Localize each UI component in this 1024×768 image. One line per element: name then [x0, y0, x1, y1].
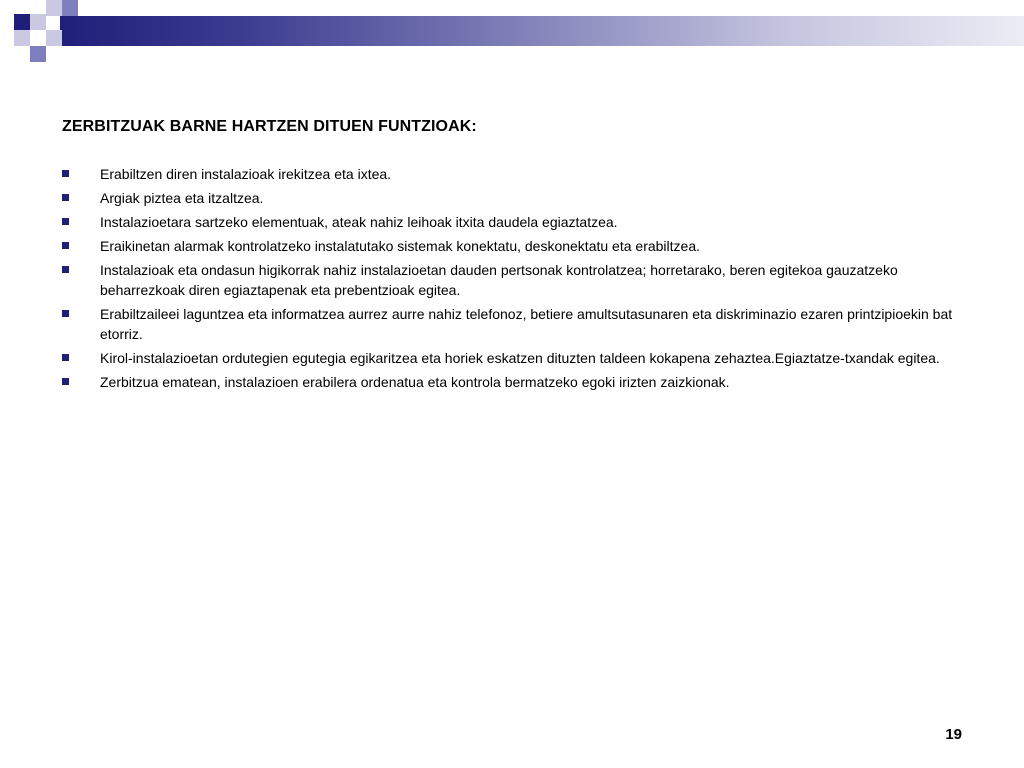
decorative-square	[30, 46, 46, 62]
slide-content	[62, 118, 962, 396]
page-number: 19	[945, 726, 962, 743]
bullet-list	[62, 164, 962, 392]
square-bullet-icon	[62, 218, 69, 225]
decorative-square	[30, 14, 46, 30]
square-bullet-icon	[62, 378, 69, 385]
square-bullet-icon	[62, 310, 69, 317]
list-item	[62, 260, 962, 300]
list-item-text: Instalazioak eta ondasun higikorrak nahiz instalazioetan dauden pertsonak kontrolatzea; horretarako, beren egitekoa gauzatzeko beharrezkoak diren egiaztapenak eta prebentzioak egitea.	[100, 262, 898, 298]
decorative-square	[46, 0, 62, 16]
list-item	[62, 372, 962, 392]
list-item-text: Instalazioetara sartzeko elementuak, ateak nahiz leihoak itxita daudela egiaztatzea.	[100, 214, 618, 230]
list-item	[62, 212, 962, 232]
list-item-text: Zerbitzua ematean, instalazioen erabilera ordenatua eta kontrola bermatzeko egoki irizten zaizkionak.	[100, 374, 730, 390]
list-item	[62, 348, 962, 368]
square-bullet-icon	[62, 194, 69, 201]
list-item-text: Argiak piztea eta itzaltzea.	[100, 190, 264, 206]
list-item-text: Erabiltzaileei laguntzea eta informatzea aurrez aurre nahiz telefonoz, betiere amultsutasunaren eta diskriminazio ezaren printzipioekin bat etorriz.	[100, 306, 953, 342]
slide-title: ZERBITZUAK BARNE HARTZEN DITUEN FUNTZIOAK:	[62, 118, 477, 135]
header-gradient-band	[60, 16, 1024, 46]
decorative-square	[62, 0, 78, 16]
list-item-text: Eraikinetan alarmak kontrolatzeko instalatutako sistemak konektatu, deskonektatu eta erabiltzea.	[100, 238, 700, 254]
list-item	[62, 164, 962, 184]
list-item	[62, 188, 962, 208]
decorative-square	[14, 30, 30, 46]
square-bullet-icon	[62, 266, 69, 273]
list-item-text: Erabiltzen diren instalazioak irekitzea eta ixtea.	[100, 166, 392, 182]
square-bullet-icon	[62, 242, 69, 249]
list-item	[62, 236, 962, 256]
list-item	[62, 304, 962, 344]
decorative-square	[14, 14, 30, 30]
square-bullet-icon	[62, 170, 69, 177]
decorative-square	[46, 30, 62, 46]
square-bullet-icon	[62, 354, 69, 361]
list-item-text: Kirol-instalazioetan ordutegien egutegia egikaritzea eta horiek eskatzen dituzten taldeen kokapena zehaztea.Egiaztatze-txandak egitea.	[100, 350, 940, 366]
